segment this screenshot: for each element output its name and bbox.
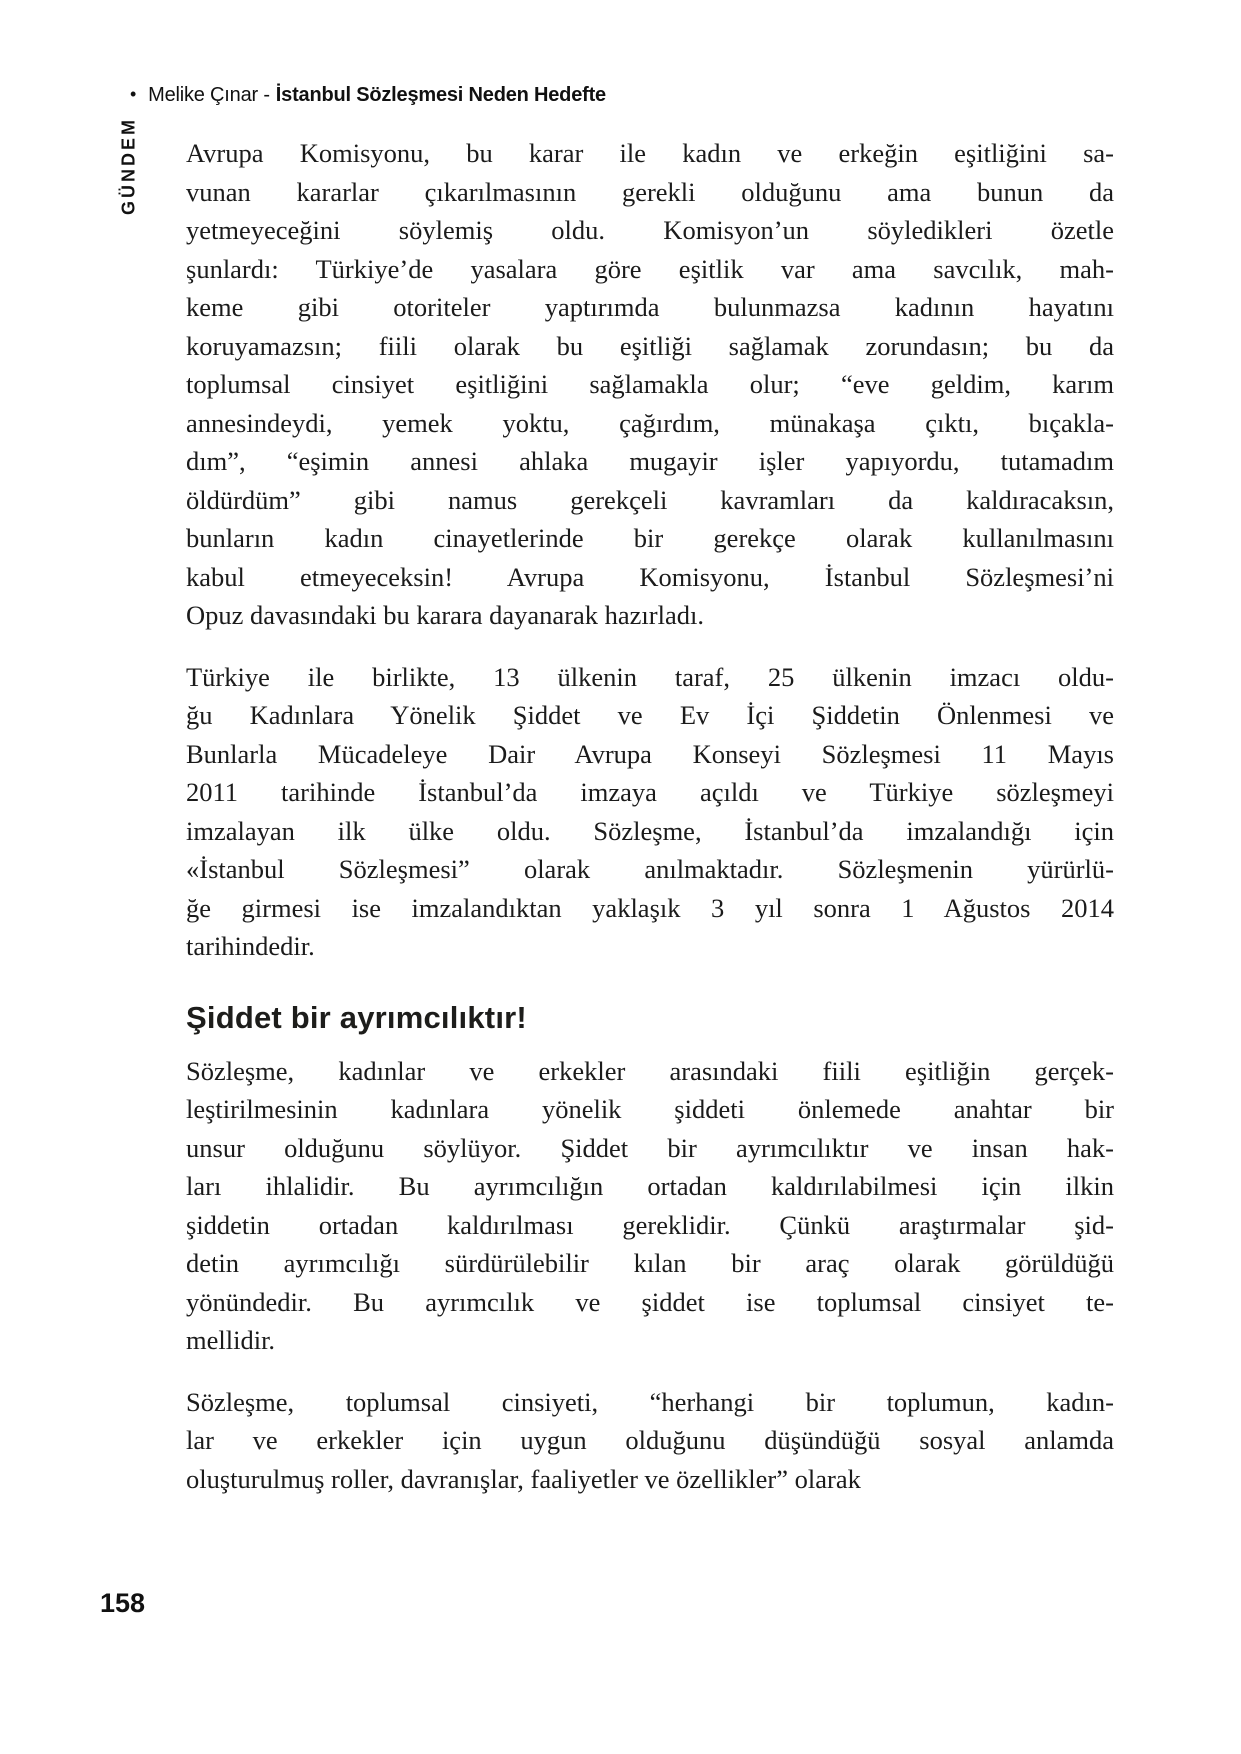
content bbox=[186, 134, 1114, 1521]
paragraph-line: bunların kadın cinayetlerinde bir gerekçe olarak kullanılmasını bbox=[186, 523, 1114, 553]
paragraph-line: koruyamazsın; fiili olarak bu eşitliği sağlamak zorundasın; bu da bbox=[186, 330, 1114, 361]
paragraph-line: 2011 tarihinde İstanbul’da imzaya açıldı ve Türkiye sözleşmeyi bbox=[186, 777, 1114, 807]
paragraph-line: keme gibi otoriteler yaptırımda bulunmazsa kadının hayatını bbox=[186, 292, 1114, 322]
paragraph-line: vunan kararlar çıkarılmasının gerekli olduğunu ama bunun da bbox=[186, 176, 1114, 207]
paragraph-line: Sözleşme, kadınlar ve erkekler arasındaki fiili eşitliğin gerçek- bbox=[186, 1055, 1114, 1086]
header-bullet-icon: • bbox=[130, 84, 137, 104]
paragraph-line: ları ihlalidir. Bu ayrımcılığın ortadan kaldırılabilmesi için ilkin bbox=[186, 1171, 1114, 1201]
paragraph bbox=[186, 1052, 1114, 1360]
header-author: Melike Çınar - bbox=[148, 84, 270, 106]
paragraph-line: ğu Kadınlara Yönelik Şiddet ve Ev İçi Şiddetin Önlenmesi ve bbox=[186, 700, 1114, 730]
paragraph-line: tarihindedir. bbox=[186, 931, 315, 961]
paragraph-line: lar ve erkekler için uygun olduğunu düşündüğü sosyal anlamda bbox=[186, 1425, 1114, 1455]
paragraph-line: unsur olduğunu söylüyor. Şiddet bir ayrımcılıktır ve insan hak- bbox=[186, 1132, 1114, 1163]
paragraph-line: annesindeydi, yemek yoktu, çağırdım, münakaşa çıktı, bıçakla- bbox=[186, 407, 1114, 438]
paragraph-line: şiddetin ortadan kaldırılması gereklidir. Çünkü araştırmalar şid- bbox=[186, 1209, 1114, 1240]
section-margin-label: GÜNDEM bbox=[118, 117, 139, 215]
paragraph-line: şunlardı: Türkiye’de yasalara göre eşitlik var ama savcılık, mah- bbox=[186, 253, 1114, 284]
paragraph-line: öldürdüm” gibi namus gerekçeli kavramları da kaldıracaksın, bbox=[186, 484, 1114, 515]
paragraph-line: imzalayan ilk ülke oldu. Sözleşme, İstanbul’da imzalandığı için bbox=[186, 815, 1114, 846]
paragraph bbox=[186, 658, 1114, 966]
paragraph-line: Sözleşme, toplumsal cinsiyeti, “herhangi bir toplumun, kadın- bbox=[186, 1386, 1114, 1417]
paragraph-line: Opuz davasındaki bu karara dayanarak hazırladı. bbox=[186, 600, 704, 630]
paragraph-line: dım”, “eşimin annesi ahlaka mugayir işler yapıyordu, tutamadım bbox=[186, 446, 1114, 476]
paragraph-line: toplumsal cinsiyet eşitliğini sağlamakla olur; “eve geldim, karım bbox=[186, 369, 1114, 399]
paragraph bbox=[186, 134, 1114, 635]
paragraph-line: yönündedir. Bu ayrımcılık ve şiddet ise toplumsal cinsiyet te- bbox=[186, 1286, 1114, 1317]
paragraph-line: Türkiye ile birlikte, 13 ülkenin taraf, 25 ülkenin imzacı oldu- bbox=[186, 661, 1114, 692]
paragraph-line: «İstanbul Sözleşmesi” olarak anılmaktadır. Sözleşmenin yürürlü- bbox=[186, 854, 1114, 884]
paragraph-line: kabul etmeyeceksin! Avrupa Komisyonu, İstanbul Sözleşmesi’ni bbox=[186, 561, 1114, 592]
paragraph-line: yetmeyeceğini söylemiş oldu. Komisyon’un söyledikleri özetle bbox=[186, 215, 1114, 245]
paragraph-line: ğe girmesi ise imzalandıktan yaklaşık 3 yıl sonra 1 Ağustos 2014 bbox=[186, 892, 1114, 923]
paragraph-line: leştirilmesinin kadınlara yönelik şiddeti önlemede anahtar bir bbox=[186, 1094, 1114, 1124]
page-number: 158 bbox=[100, 1588, 146, 1618]
paragraph-line: mellidir. bbox=[186, 1325, 276, 1355]
paragraph-line: Bunlarla Mücadeleye Dair Avrupa Konseyi Sözleşmesi 11 Mayıs bbox=[186, 738, 1114, 769]
paragraph bbox=[186, 1383, 1114, 1499]
paragraph-line: detin ayrımcılığı sürdürülebilir kılan bir araç olarak görüldüğü bbox=[186, 1248, 1114, 1278]
header-book-title: İstanbul Sözleşmesi Neden Hedefte bbox=[275, 84, 606, 106]
paragraph-line: oluşturulmuş roller, davranışlar, faaliyetler ve özellikler” olarak bbox=[186, 1463, 861, 1494]
section-heading: Şiddet bir ayrımcılıktır! bbox=[186, 999, 527, 1035]
paragraph-line: Avrupa Komisyonu, bu karar ile kadın ve erkeğin eşitliğini sa- bbox=[186, 138, 1114, 168]
running-header bbox=[130, 84, 606, 107]
